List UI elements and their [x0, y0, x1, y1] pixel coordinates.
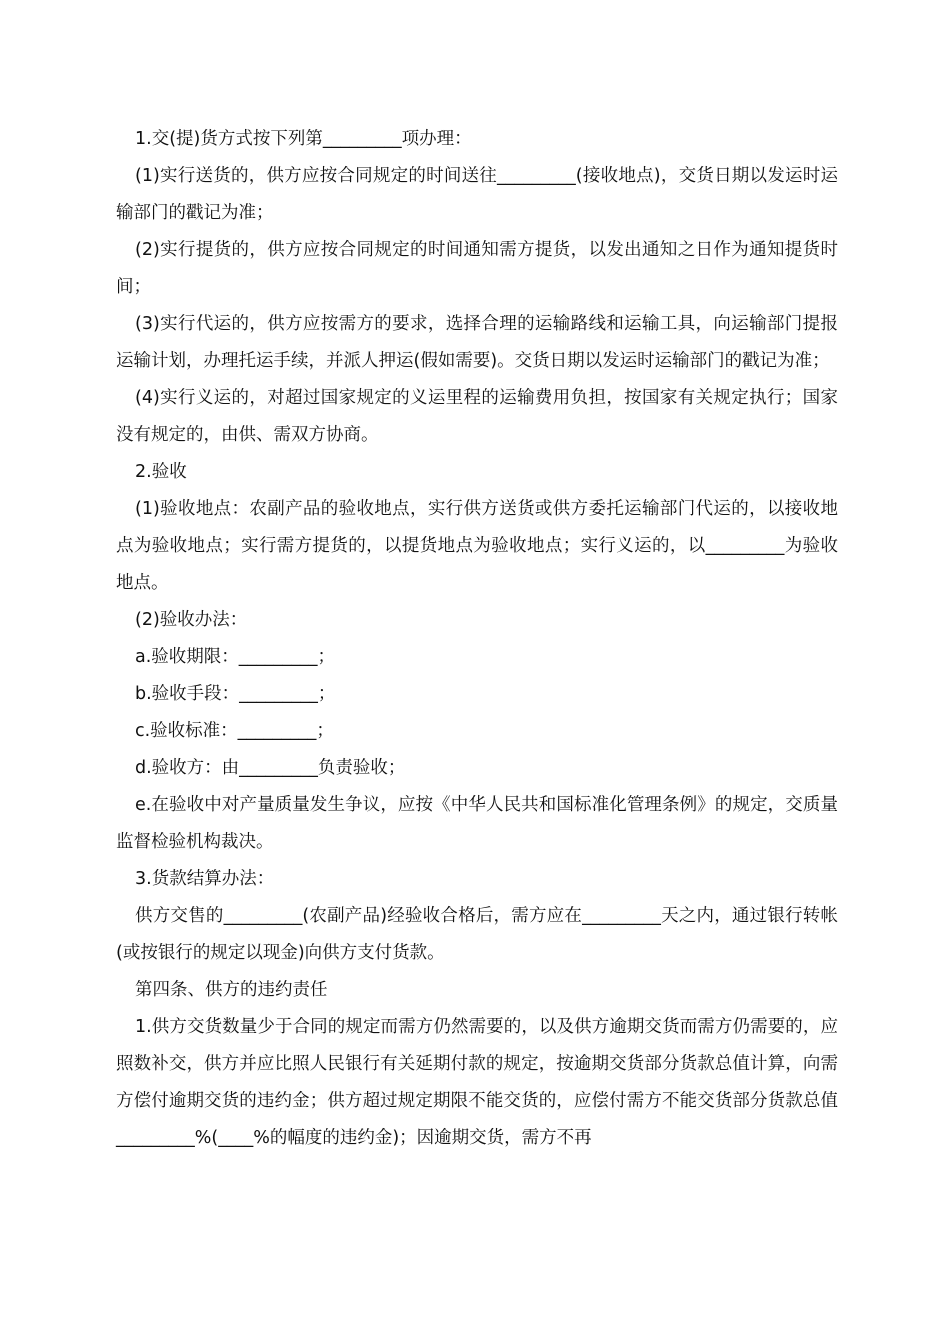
clause-payment: 供方交售的_________(农副产品)经验收合格后，需方应在_________天之内，通过银行转帐(或按银行的规定以现金)向供方支付货款。 — [116, 906, 838, 963]
inspection-item-b: b.验收手段：_________； — [135, 684, 336, 704]
clause-delivery-method: 1.交(提)货方式按下列第_________项办理： — [135, 129, 472, 149]
clause-delivery-option-1: (1)实行送货的，供方应按合同规定的时间送往_________(接收地点)，交货日期以发运时运输部门的戳记为准； — [116, 166, 838, 223]
clause-delivery-option-2: (2)实行提货的，供方应按合同规定的时间通知需方提货，以发出通知之日作为通知提货时间； — [116, 240, 838, 297]
clause-delivery-option-4: (4)实行义运的，对超过国家规定的义运里程的运输费用负担，按国家有关规定执行；国家没有规定的，由供、需双方协商。 — [116, 388, 838, 445]
clause-supplier-liability-1: 1.供方交货数量少于合同的规定而需方仍然需要的，以及供方逾期交货而需方仍需要的，应照数补交，供方并应比照人民银行有关延期付款的规定，按逾期交货部分货款总值计算，向需方偿付逾期交货的违约金；供方超过规定期限不能交货的，应偿付需方不能交货部分货款总值_________%(____%的幅度的违约金)；因逾期交货，需方不再 — [116, 1017, 838, 1148]
clause-delivery-option-3: (3)实行代运的，供方应按需方的要求，选择合理的运输路线和运输工具，向运输部门提报运输计划，办理托运手续，并派人押运(假如需要)。交货日期以发运时运输部门的戳记为准； — [116, 314, 838, 371]
section-heading-payment: 3.货款结算办法： — [135, 869, 275, 889]
inspection-item-e: e.在验收中对产量质量发生争议，应按《中华人民共和国标准化管理条例》的规定，交质量监督检验机构裁决。 — [116, 795, 838, 852]
clause-inspection-location: (1)验收地点：农副产品的验收地点，实行供方送货或供方委托运输部门代运的，以接收地点为验收地点；实行需方提货的，以提货地点为验收地点；实行义运的，以_________为验收地点。 — [116, 499, 838, 593]
clause-inspection-method: (2)验收办法： — [135, 610, 248, 630]
section-heading-inspection: 2.验收 — [135, 462, 187, 482]
document-page — [116, 121, 838, 1157]
inspection-item-c: c.验收标准：_________； — [135, 721, 334, 741]
article-heading-supplier-liability: 第四条、供方的违约责任 — [135, 980, 328, 1000]
inspection-item-a: a.验收期限：_________； — [135, 647, 336, 667]
inspection-item-d: d.验收方：由_________负责验收； — [135, 758, 406, 778]
